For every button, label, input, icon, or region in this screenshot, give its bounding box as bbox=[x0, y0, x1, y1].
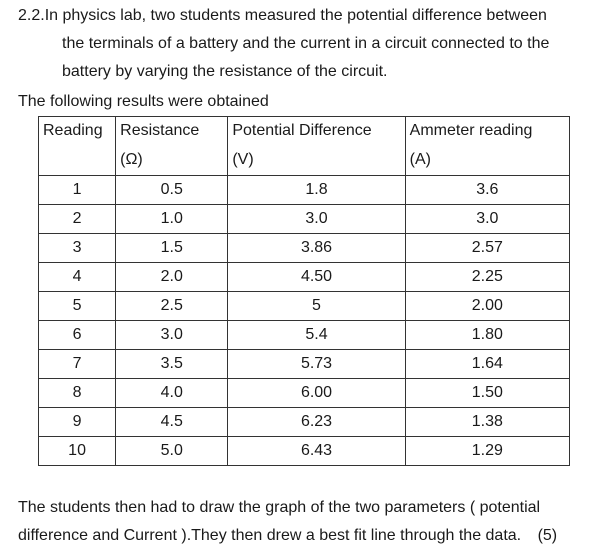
table-row bbox=[39, 350, 570, 379]
table-row bbox=[39, 234, 570, 263]
cell-resistance: 5.0 bbox=[116, 437, 228, 466]
header-resistance-label: Resistance bbox=[120, 122, 200, 139]
cell-reading: 8 bbox=[39, 379, 116, 408]
cell-reading: 10 bbox=[39, 437, 116, 466]
table-row bbox=[39, 321, 570, 350]
cell-ammeter-reading: 1.29 bbox=[405, 437, 569, 466]
cell-ammeter-reading: 1.50 bbox=[405, 379, 569, 408]
cell-ammeter-reading: 2.25 bbox=[405, 263, 569, 292]
cell-ammeter-reading: 1.64 bbox=[405, 350, 569, 379]
cell-reading: 2 bbox=[39, 205, 116, 234]
cell-resistance: 4.5 bbox=[116, 408, 228, 437]
header-resistance bbox=[116, 117, 228, 176]
cell-potential-difference: 5.73 bbox=[228, 350, 405, 379]
footer-line-1: The students then had to draw the graph of the two parameters ( potential bbox=[18, 499, 541, 516]
cell-reading: 7 bbox=[39, 350, 116, 379]
header-potential-difference-label: Potential Difference bbox=[232, 122, 372, 139]
table-row bbox=[39, 379, 570, 408]
cell-resistance: 0.5 bbox=[116, 176, 228, 205]
header-ammeter-reading bbox=[405, 117, 569, 176]
cell-potential-difference: 3.0 bbox=[228, 205, 405, 234]
cell-resistance: 3.5 bbox=[116, 350, 228, 379]
cell-ammeter-reading: 1.38 bbox=[405, 408, 569, 437]
cell-potential-difference: 5.4 bbox=[228, 321, 405, 350]
cell-ammeter-reading: 3.6 bbox=[405, 176, 569, 205]
cell-potential-difference: 3.86 bbox=[228, 234, 405, 263]
cell-resistance: 2.0 bbox=[116, 263, 228, 292]
cell-reading: 6 bbox=[39, 321, 116, 350]
cell-potential-difference: 5 bbox=[228, 292, 405, 321]
cell-potential-difference: 4.50 bbox=[228, 263, 405, 292]
question-line-3: battery by varying the resistance of the circuit. bbox=[62, 63, 388, 80]
header-reading-unit bbox=[43, 146, 115, 175]
table-header-row bbox=[39, 117, 570, 176]
table-body bbox=[39, 176, 570, 466]
cell-reading: 4 bbox=[39, 263, 116, 292]
cell-ammeter-reading: 1.80 bbox=[405, 321, 569, 350]
header-reading-label: Reading bbox=[43, 122, 103, 139]
marks-label: (5) bbox=[537, 527, 558, 544]
table-row bbox=[39, 205, 570, 234]
header-reading bbox=[39, 117, 116, 176]
header-ammeter-reading-label: Ammeter reading bbox=[409, 122, 533, 139]
header-resistance-unit: (Ω) bbox=[120, 151, 143, 168]
footer-line-2-text: difference and Current ).They then drew a best fit line through the data. bbox=[18, 527, 522, 544]
cell-ammeter-reading: 2.00 bbox=[405, 292, 569, 321]
header-ammeter-reading-unit: (A) bbox=[409, 151, 431, 168]
table-row bbox=[39, 292, 570, 321]
question-line-2: the terminals of a battery and the current in a circuit connected to the bbox=[62, 35, 550, 52]
results-table bbox=[38, 116, 570, 466]
table-row bbox=[39, 408, 570, 437]
cell-resistance: 2.5 bbox=[116, 292, 228, 321]
header-potential-difference-unit: (V) bbox=[232, 151, 254, 168]
cell-resistance: 4.0 bbox=[116, 379, 228, 408]
cell-reading: 1 bbox=[39, 176, 116, 205]
cell-reading: 9 bbox=[39, 408, 116, 437]
cell-potential-difference: 1.8 bbox=[228, 176, 405, 205]
cell-potential-difference: 6.00 bbox=[228, 379, 405, 408]
cell-resistance: 3.0 bbox=[116, 321, 228, 350]
table-row bbox=[39, 437, 570, 466]
header-potential-difference bbox=[228, 117, 405, 176]
question-line-1: 2.2.In physics lab, two students measured the potential difference between bbox=[18, 7, 547, 24]
cell-ammeter-reading: 2.57 bbox=[405, 234, 569, 263]
cell-resistance: 1.0 bbox=[116, 205, 228, 234]
cell-potential-difference: 6.43 bbox=[228, 437, 405, 466]
cell-reading: 5 bbox=[39, 292, 116, 321]
table-row bbox=[39, 263, 570, 292]
table-intro: The following results were obtained bbox=[18, 93, 269, 110]
cell-resistance: 1.5 bbox=[116, 234, 228, 263]
footer-line-2 bbox=[18, 526, 557, 546]
cell-potential-difference: 6.23 bbox=[228, 408, 405, 437]
cell-ammeter-reading: 3.0 bbox=[405, 205, 569, 234]
cell-reading: 3 bbox=[39, 234, 116, 263]
table-row bbox=[39, 176, 570, 205]
